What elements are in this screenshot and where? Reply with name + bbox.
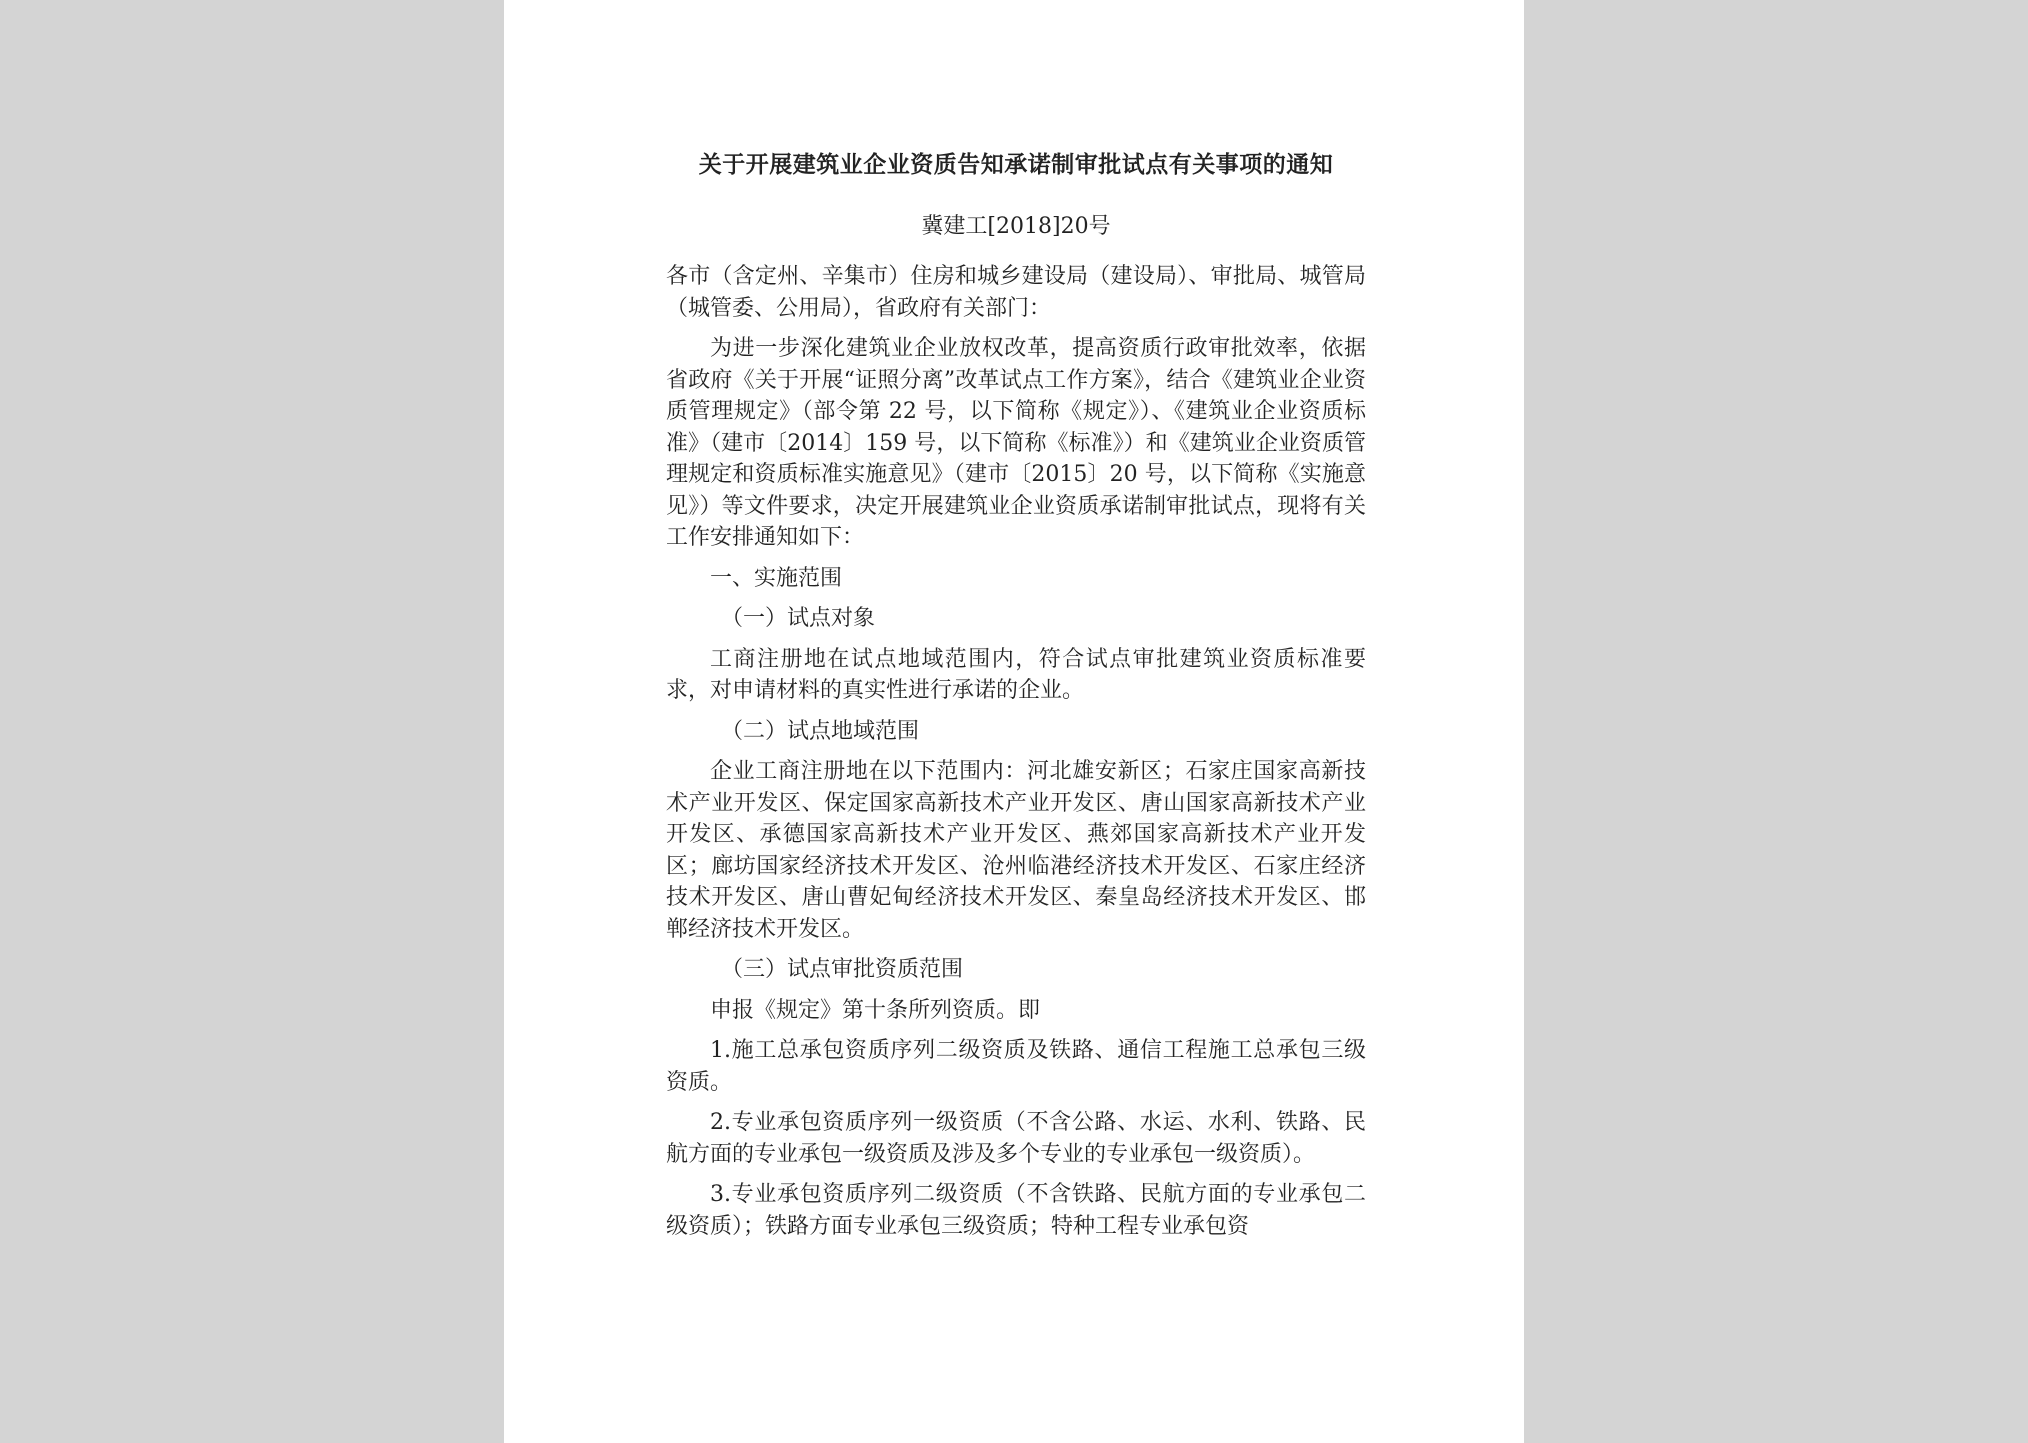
list-item-3: 3.专业承包资质序列二级资质（不含铁路、民航方面的专业承包二级资质）；铁路方面专业承包三级资质；特种工程专业承包资: [666, 1182, 1366, 1239]
subsection-heading-region: （二）试点地域范围: [721, 718, 920, 744]
list-item-2: 2.专业承包资质序列一级资质（不含公路、水运、水利、铁路、民航方面的专业承包一级资质及涉及多个专业的专业承包一级资质）。: [666, 1110, 1366, 1167]
intro-paragraph: 为进一步深化建筑业企业放权改革，提高资质行政审批效率，依据省政府《关于开展“证照分离”改革试点工作方案》，结合《建筑业企业资质管理规定》（部令第 22 号，以下简称《规定》）、《建筑业企业资质标准》（建市〔2014〕159 号，以下简称《标准》）和《建筑业企业资质管理规定和资质标准实施意见》（建市〔2015〕20 号，以下简称《实施意见》）等文件要求，决定开展建筑业企业资质承诺制审批试点，现将有关工作安排通知如下：: [666, 336, 1366, 550]
document-page: [504, 0, 1524, 1443]
document-title: 关于开展建筑业企业资质告知承诺制审批试点有关事项的通知: [698, 151, 1334, 178]
subsection-heading-target: （一）试点对象: [721, 606, 876, 631]
section-heading-scope: 一、实施范围: [710, 565, 843, 591]
subsection-body-region: 企业工商注册地在以下范围内：河北雄安新区；石家庄国家高新技术产业开发区、保定国家高新技术产业开发区、唐山国家高新技术产业开发区、承德国家高新技术产业开发区、燕郊国家高新技术产业开发区；廊坊国家经济技术开发区、沧州临港经济技术开发区、石家庄经济技术开发区、唐山曹妃甸经济技术开发区、秦皇岛经济技术开发区、邯郸经济技术开发区。: [666, 759, 1366, 942]
document-number: 冀建工[2018]20号: [921, 214, 1111, 239]
list-item-1: 1.施工总承包资质序列二级资质及铁路、通信工程施工总承包三级资质。: [666, 1038, 1366, 1095]
subsection-body-target: 工商注册地在试点地域范围内，符合试点审批建筑业资质标准要求，对申请材料的真实性进行承诺的企业。: [666, 646, 1366, 703]
subsection-body-qualification: 申报《规定》第十条所列资质。即: [710, 997, 1041, 1023]
document-body: [666, 145, 1366, 1251]
subsection-heading-qualification: （三）试点审批资质范围: [721, 957, 964, 982]
addressee-paragraph: 各市（含定州、辛集市）住房和城乡建设局（建设局）、审批局、城管局（城管委、公用局），省政府有关部门：: [666, 264, 1366, 321]
